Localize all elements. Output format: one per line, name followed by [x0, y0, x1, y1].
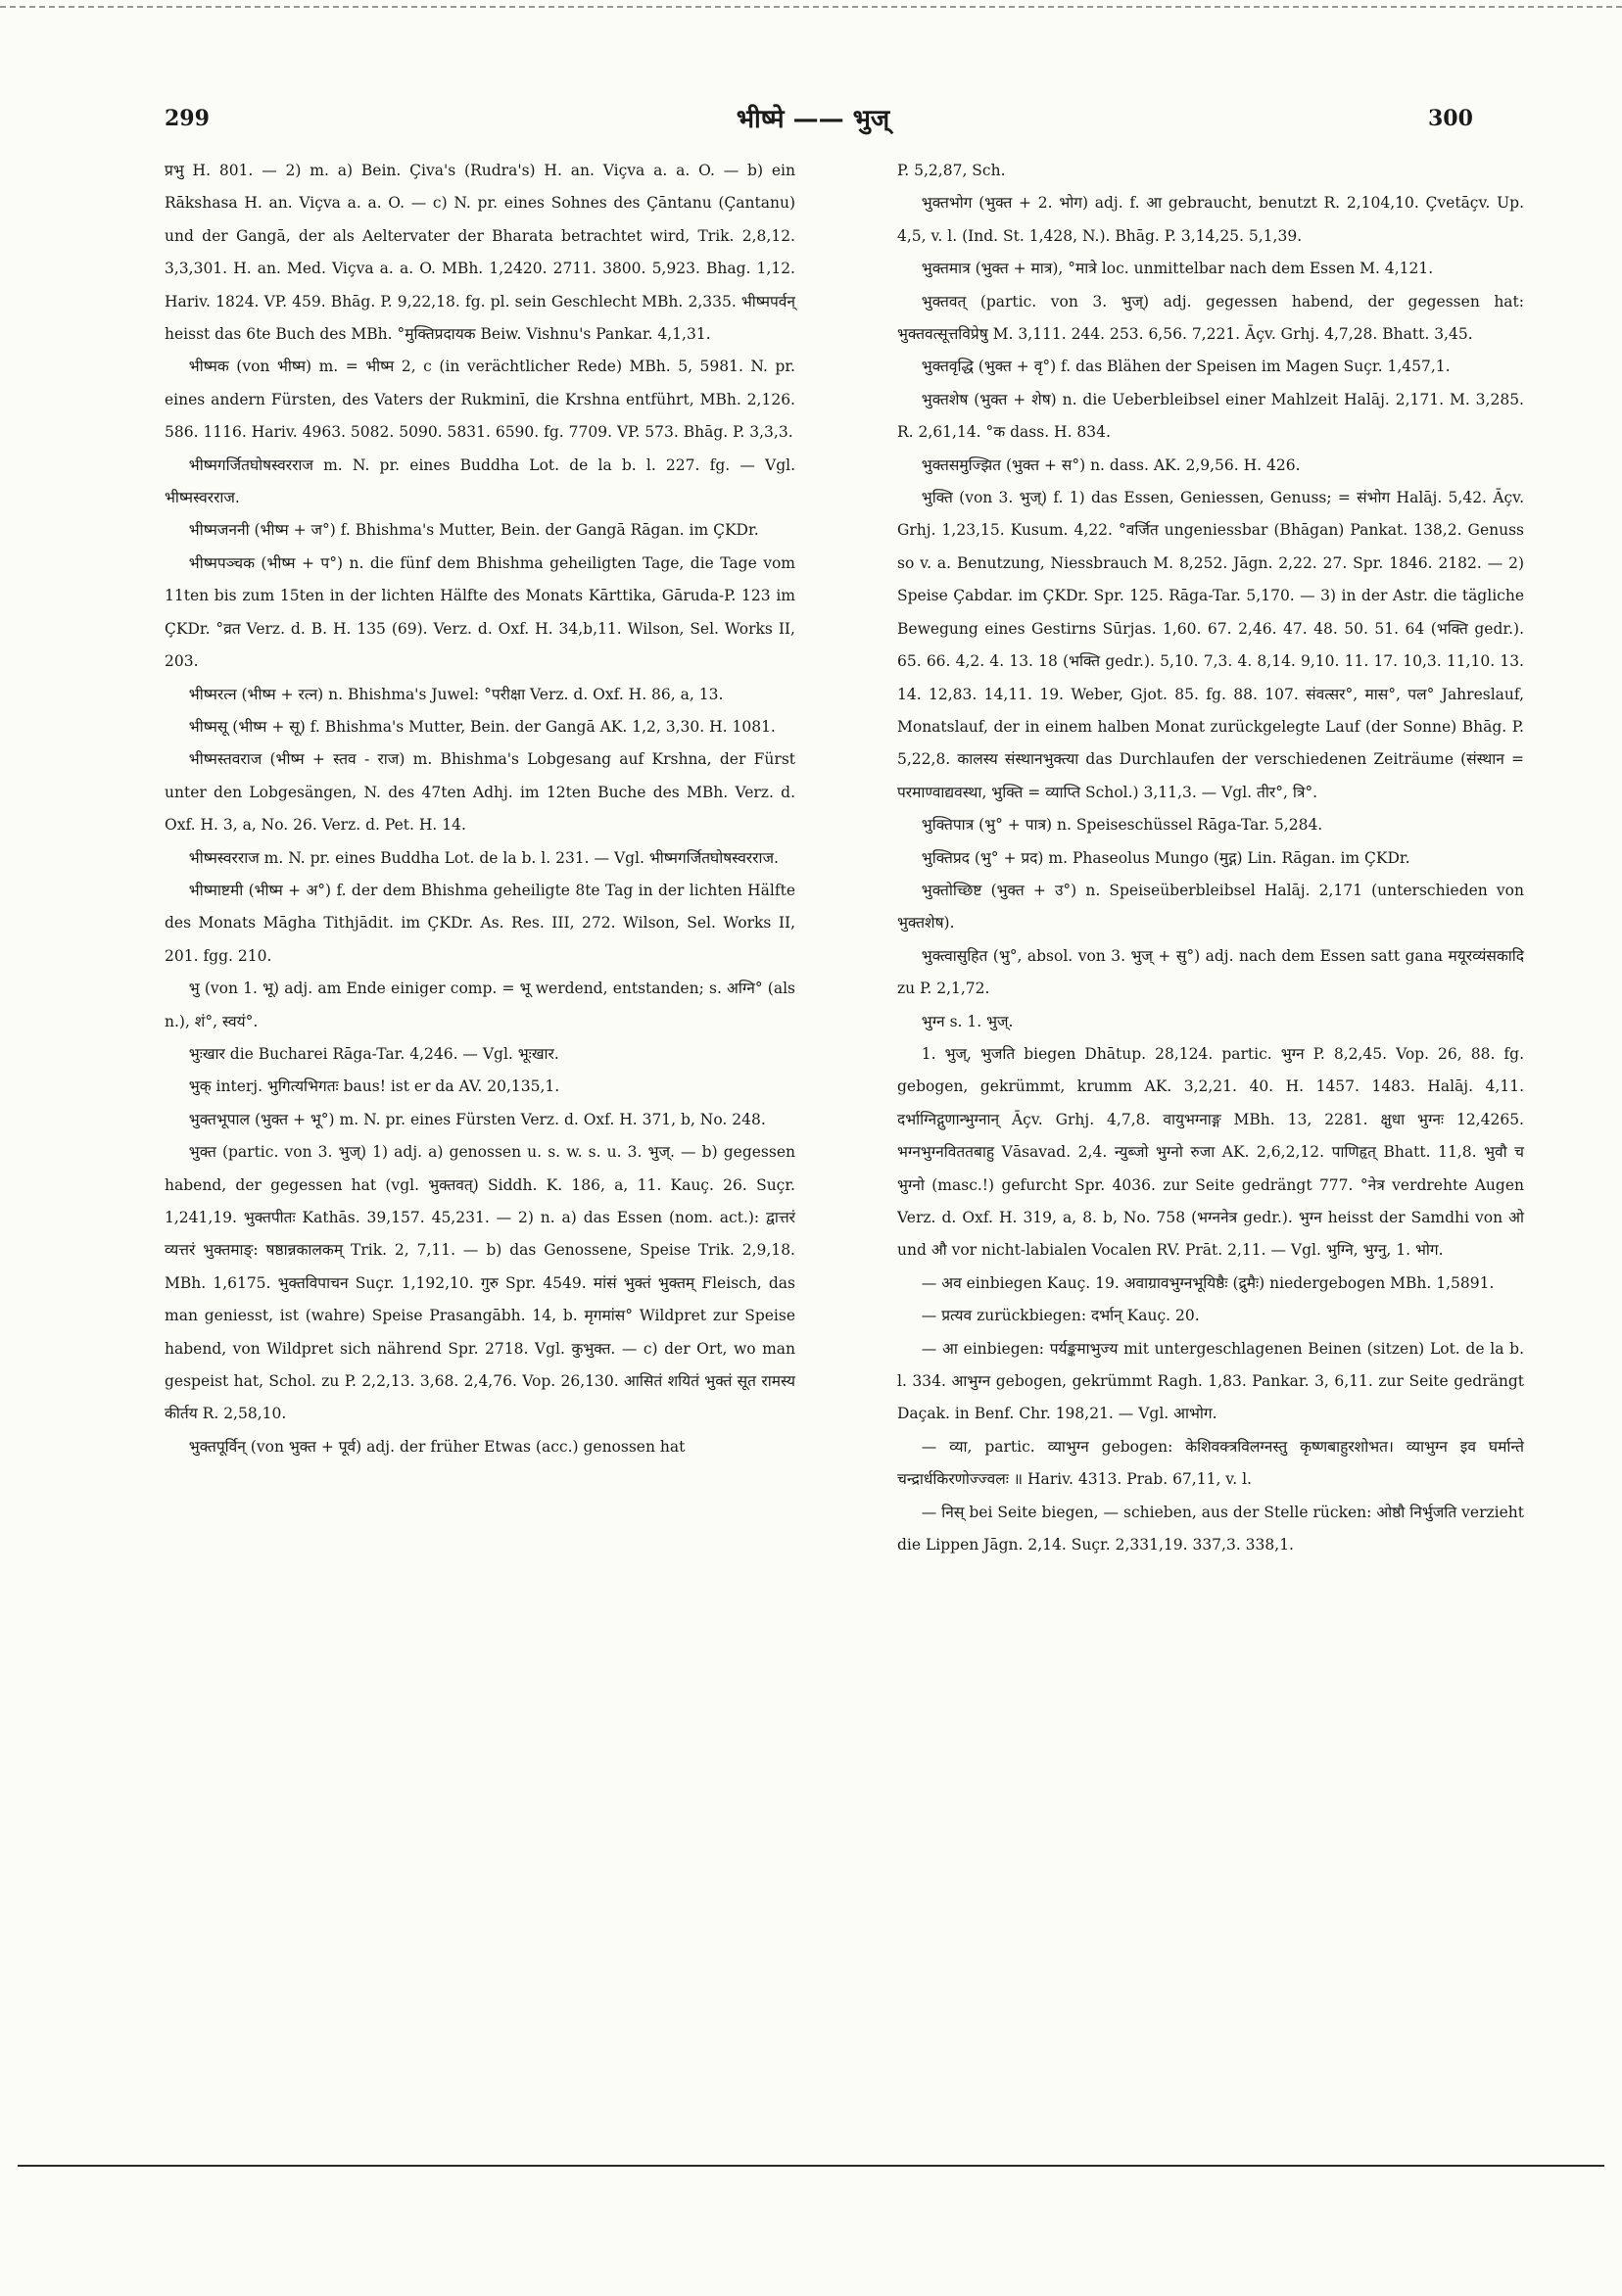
dictionary-entry: भीष्मपञ्चक (भीष्म + प°) n. die fünf dem Bhishma geheiligten Tage, die Tage vom 11ten bis zum 15ten in der lichten Hälfte des Monats Kārttika, Gāruda-P. 123 im ÇKDr. °व्रत Verz. d. B. H. 135 (69). Verz. d. Oxf. H. 34,b,11. Wilson, Sel. Works II, 203. [165, 553, 795, 671]
dictionary-entry: भुक् interj. भुगित्यभिगतः baus! ist er da AV. 20,135,1. [188, 1077, 560, 1096]
dictionary-entry: भुक्तिपात्र (भु° + पात्र) n. Speiseschüssel Rāga-Tar. 5,284. [921, 816, 1323, 835]
running-head: भीष्मे —— भुज् [736, 105, 890, 134]
dictionary-entry: भुक्तमात्र (भुक्त + मात्र), °मात्रे loc. unmittelbar nach dem Essen M. 4,121. [921, 260, 1434, 278]
dictionary-entry: भु (von 1. भू) adj. am Ende einiger comp. = भू werdend, entstanden; s. अग्नि° (als n.), शं°, स्वयं°. [165, 980, 795, 1030]
dictionary-entry: — व्या, partic. व्याभुग्न gebogen: केशिवक्त्रविलग्नस्तु कृष्णबाहुरशोभत। व्याभुग्न इव घर्मान्ते चन्द्रार्धकिरणोज्ज्वलः ॥ Hariv. 4313. Prab. 67,11, v. l. [897, 1437, 1524, 1489]
dictionary-entry: भुक्तपूर्विन् (von भुक्त + पूर्व) adj. der früher Etwas (acc.) genossen hat [188, 1437, 686, 1456]
dictionary-entry: भीष्मस्वरराज m. N. pr. eines Buddha Lot. de la b. l. 231. — Vgl. भीष्मगर्जितघोषस्वरराज. [188, 848, 779, 867]
dictionary-entry: P. 5,2,87, Sch. [897, 162, 1006, 179]
dictionary-entry: — निस् bei Seite biegen, — schieben, aus der Stelle rücken: ओष्ठौ निर्भुजति verzieht die Lippen Jāgn. 2,14. Suçr. 2,331,19. 337,3. 338,1. [897, 1503, 1524, 1555]
dictionary-entry: भीष्मरत्न (भीष्म + रत्न) n. Bhishma's Juwel: °परीक्षा Verz. d. Oxf. H. 86, a, 13. [188, 685, 724, 703]
dictionary-entry: भीष्मजननी (भीष्म + ज°) f. Bhishma's Mutter, Bein. der Gangā Rāgan. im ÇKDr. [188, 521, 759, 540]
dictionary-entry: — अव einbiegen Kauç. 19. अवाग्रावभुग्नभूयिष्ठैः (द्रुमैः) niedergebogen MBh. 1,5891. [921, 1273, 1495, 1292]
dictionary-entry: भुक्त्वासुहित (भु°, absol. von 3. भुज् + सु°) adj. nach dem Essen satt gana मयूरव्यंसकादि zu P. 2,1,72. [897, 946, 1524, 998]
dictionary-entry: भुक्त (partic. von 3. भुज्) 1) adj. a) genossen u. s. w. s. u. 3. भुज्. — b) gegessen habend, der gegessen hat (vgl. भुक्तवत्) Siddh. K. 186, a, 11. Kauç. 26. Suçr. 1,241,19. भुक्तपीतः Kathās. 39,157. 45,231. — 2) n. a) das Essen (nom. act.): द्वात्तरं व्यत्तरं भुक्तमाङ्: षष्ठान्नकालकम् Trik. 2, 7,11. — b) das Genossene, Speise Trik. 2,9,18. MBh. 1,6175. भुक्तविपाचन Suçr. 1,192,10. गुरु Spr. 4549. मांसं भुक्तं भुक्तम् Fleisch, das man geniesst, ist (wahre) Speise Prasangābh. 14, b. मृगमांस° Wildpret zur Speise habend, von Wildpret sich nährend Spr. 2718. Vgl. कुभुक्त. — c) der Ort, wo man gespeist hat, Schol. zu P. 2,2,13. 3,68. 2,4,76. Vop. 26,130. आसितं शयितं भुक्तं सूत रामस्य कीर्तय R. 2,58,10. [165, 1143, 795, 1423]
dictionary-entry: भीष्मगर्जितघोषस्वरराज m. N. pr. eines Buddha Lot. de la b. l. 227. fg. — Vgl. भीष्मस्वरराज. [165, 455, 795, 507]
dictionary-entry: 1. भुज्, भुजति biegen Dhātup. 28,124. partic. भुग्न P. 8,2,45. Vop. 26, 88. fg. gebogen, gekrümmt, krumm AK. 3,2,21. 40. H. 1457. 1483. Halāj. 4,11. दर्भाग्निद्गुणान्भुग्नान् Āçv. Grhj. 4,7,8. वायुभग्नाङ्ग MBh. 13, 2281. क्षुधा भुग्नः 12,4265. भग्नभुग्नविततबाहु Vāsavad. 2,4. न्युब्जो भुग्नो रुजा AK. 2,6,2,12. पाणिहृत् Bhatt. 11,8. भुवौ च भुग्नो (masc.!) gefurcht Spr. 4036. zur Seite gedrängt 777. °नेत्र verdrehte Augen Verz. d. Oxf. H. 319, a, 8. b, No. 758 (भग्ननेत्र gedr.). भुग्न heisst der Samdhi von ओ und औ vor nicht-labialen Vocalen RV. Prāt. 2,11. — Vgl. भुग्नि, भुग्नु, 1. भोग. [897, 1044, 1524, 1260]
dictionary-entry: भुःखार die Bucharei Rāga-Tar. 4,246. — Vgl. भूःखार. [188, 1044, 559, 1063]
dictionary-entry: भीष्माष्टमी (भीष्म + अ°) f. der dem Bhishma geheiligte 8te Tag in der lichten Hälfte des Monats Māgha Tithjādit. im ÇKDr. As. Res. III, 272. Wilson, Sel. Works II, 201. fgg. 210. [165, 881, 795, 965]
dictionary-entry: भुक्तवृद्धि (भुक्त + वृ°) f. das Blähen der Speisen im Magen Suçr. 1,457,1. [921, 358, 1451, 376]
dictionary-entry: भुक्तशेष (भुक्त + शेष) n. die Ueberbleibsel einer Mahlzeit Halāj. 2,171. M. 3,285. R. 2,61,14. °क dass. H. 834. [897, 390, 1524, 442]
dictionary-entry: — आ einbiegen: पर्यङ्कमाभुज्य mit untergeschlagenen Beinen (sitzen) Lot. de la b. l. 334. आभुग्न gebogen, gekrümmt Ragh. 1,83. Pankar. 3, 6,11. zur Seite gedrängt Daçak. in Benf. Chr. 198,21. — Vgl. आभोग. [897, 1339, 1524, 1423]
bottom-rule [18, 2165, 1604, 2167]
dictionary-entry: — प्रत्यव zurückbiegen: दर्भान् Kauç. 20. [921, 1307, 1200, 1325]
left-column [165, 155, 795, 1463]
dictionary-entry: भुक्तोच्छिष्ट (भुक्त + उ°) n. Speiseüberbleibsel Halāj. 2,171 (unterschieden von भुक्तशेष). [897, 881, 1524, 933]
dictionary-entry: भुक्तभूपाल (भुक्त + भू°) m. N. pr. eines Fürsten Verz. d. Oxf. H. 371, b, No. 248. [188, 1110, 766, 1128]
dictionary-entry: भीष्मक (von भीष्म) m. = भीष्म 2, c (in verächtlicher Rede) MBh. 5, 5981. N. pr. eines andern Fürsten, des Vaters der Rukminī, die Krshna entführt, MBh. 2,126. 586. 1116. Hariv. 4963. 5082. 5090. 5831. 6590. fg. 7709. VP. 573. Bhāg. P. 3,3,3. [165, 358, 795, 442]
dictionary-entry: भुक्ति (von 3. भुज्) f. 1) das Essen, Geniessen, Genuss; = संभोग Halāj. 5,42. Āçv. Grhj. 1,23,15. Kusum. 4,22. °वर्जित ungeniessbar (Bhāgan) Pankat. 138,2. Genuss so v. a. Benutzung, Niessbrauch M. 8,252. Jāgn. 2,22. 27. Spr. 1846. 2182. — 2) Speise Çabdar. im ÇKDr. Spr. 125. Rāga-Tar. 5,170. — 3) in der Astr. die tägliche Bewegung eines Gestirns Sūrjas. 1,60. 67. 2,46. 47. 48. 50. 51. 64 (भक्ति gedr.). 65. 66. 4,2. 4. 13. 18 (भक्ति gedr.). 5,10. 7,3. 4. 8,14. 9,10. 11. 17. 10,3. 11,10. 13. 14. 12,83. 14,11. 19. Weber, Gjot. 85. fg. 88. 107. संवत्सर°, मास°, पल° Jahreslauf, Monatslauf, der in einem halben Monat zurückgelegte Lauf (der Sonne) Bhāg. P. 5,22,8. कालस्य संस्थानभुक्त्या das Durchlaufen der verschiedenen Zeiträume (संस्थान = परमाण्वाद्यवस्था, भुक्ति = व्याप्ति Schol.) 3,11,3. — Vgl. तीर°, त्रि°. [897, 489, 1524, 801]
dictionary-entry: भीष्मसू (भीष्म + सू) f. Bhishma's Mutter, Bein. der Gangā AK. 1,2, 3,30. H. 1081. [188, 717, 776, 736]
dictionary-entry: भुग्न s. 1. भुज्. [921, 1012, 1014, 1030]
page-number-left: 299 [165, 106, 210, 131]
dictionary-entry: भुक्तसमुज्झित (भुक्त + स°) n. dass. AK. 2,9,56. H. 426. [921, 455, 1301, 474]
dictionary-entry: भुक्तवत् (partic. von 3. भुज्) adj. gegessen habend, der gegessen hat: भुक्तवत्सूत्तविप्रेषु M. 3,111. 244. 253. 6,56. 7,221. Āçv. Grhj. 4,7,28. Bhatt. 3,45. [897, 292, 1524, 344]
right-column [897, 155, 1524, 1561]
page-number-right: 300 [1428, 106, 1473, 131]
dictionary-entry: प्रभु H. 801. — 2) m. a) Bein. Çiva's (Rudra's) H. an. Viçva a. a. O. — b) ein Rākshasa H. an. Viçva a. a. O. — c) N. pr. eines Sohnes des Çāntanu (Çantanu) und der Gangā, der als Aeltervater der Bharata betrachtet wird, Trik. 2,8,12. 3,3,301. H. an. Med. Viçva a. a. O. MBh. 1,2420. 2711. 3800. 5,923. Bhag. 1,12. Hariv. 1824. VP. 459. Bhāg. P. 9,22,18. fg. pl. sein Geschlecht MBh. 2,335. भीष्मपर्वन् heisst das 6te Buch des MBh. °मुक्तिप्रदायक Beiw. Vishnu's Pankar. 4,1,31. [165, 162, 795, 344]
dictionary-entry: भीष्मस्तवराज (भीष्म + स्तव - राज) m. Bhishma's Lobgesang auf Krshna, der Fürst unter den Lobgesängen, N. des 47ten Adhj. im 12ten Buche des MBh. Verz. d. Oxf. H. 3, a, No. 26. Verz. d. Pet. H. 14. [165, 750, 795, 835]
dictionary-entry: भुक्तभोग (भुक्त + 2. भोग) adj. f. आ gebraucht, benutzt R. 2,104,10. Çvetāçv. Up. 4,5, v. l. (Ind. St. 1,428, N.). Bhāg. P. 3,14,25. 5,1,39. [897, 194, 1524, 245]
top-edge-rule [0, 6, 1622, 8]
dictionary-entry: भुक्तिप्रद (भु° + प्रद) m. Phaseolus Mungo (मुद्ग) Lin. Rāgan. im ÇKDr. [921, 848, 1410, 867]
